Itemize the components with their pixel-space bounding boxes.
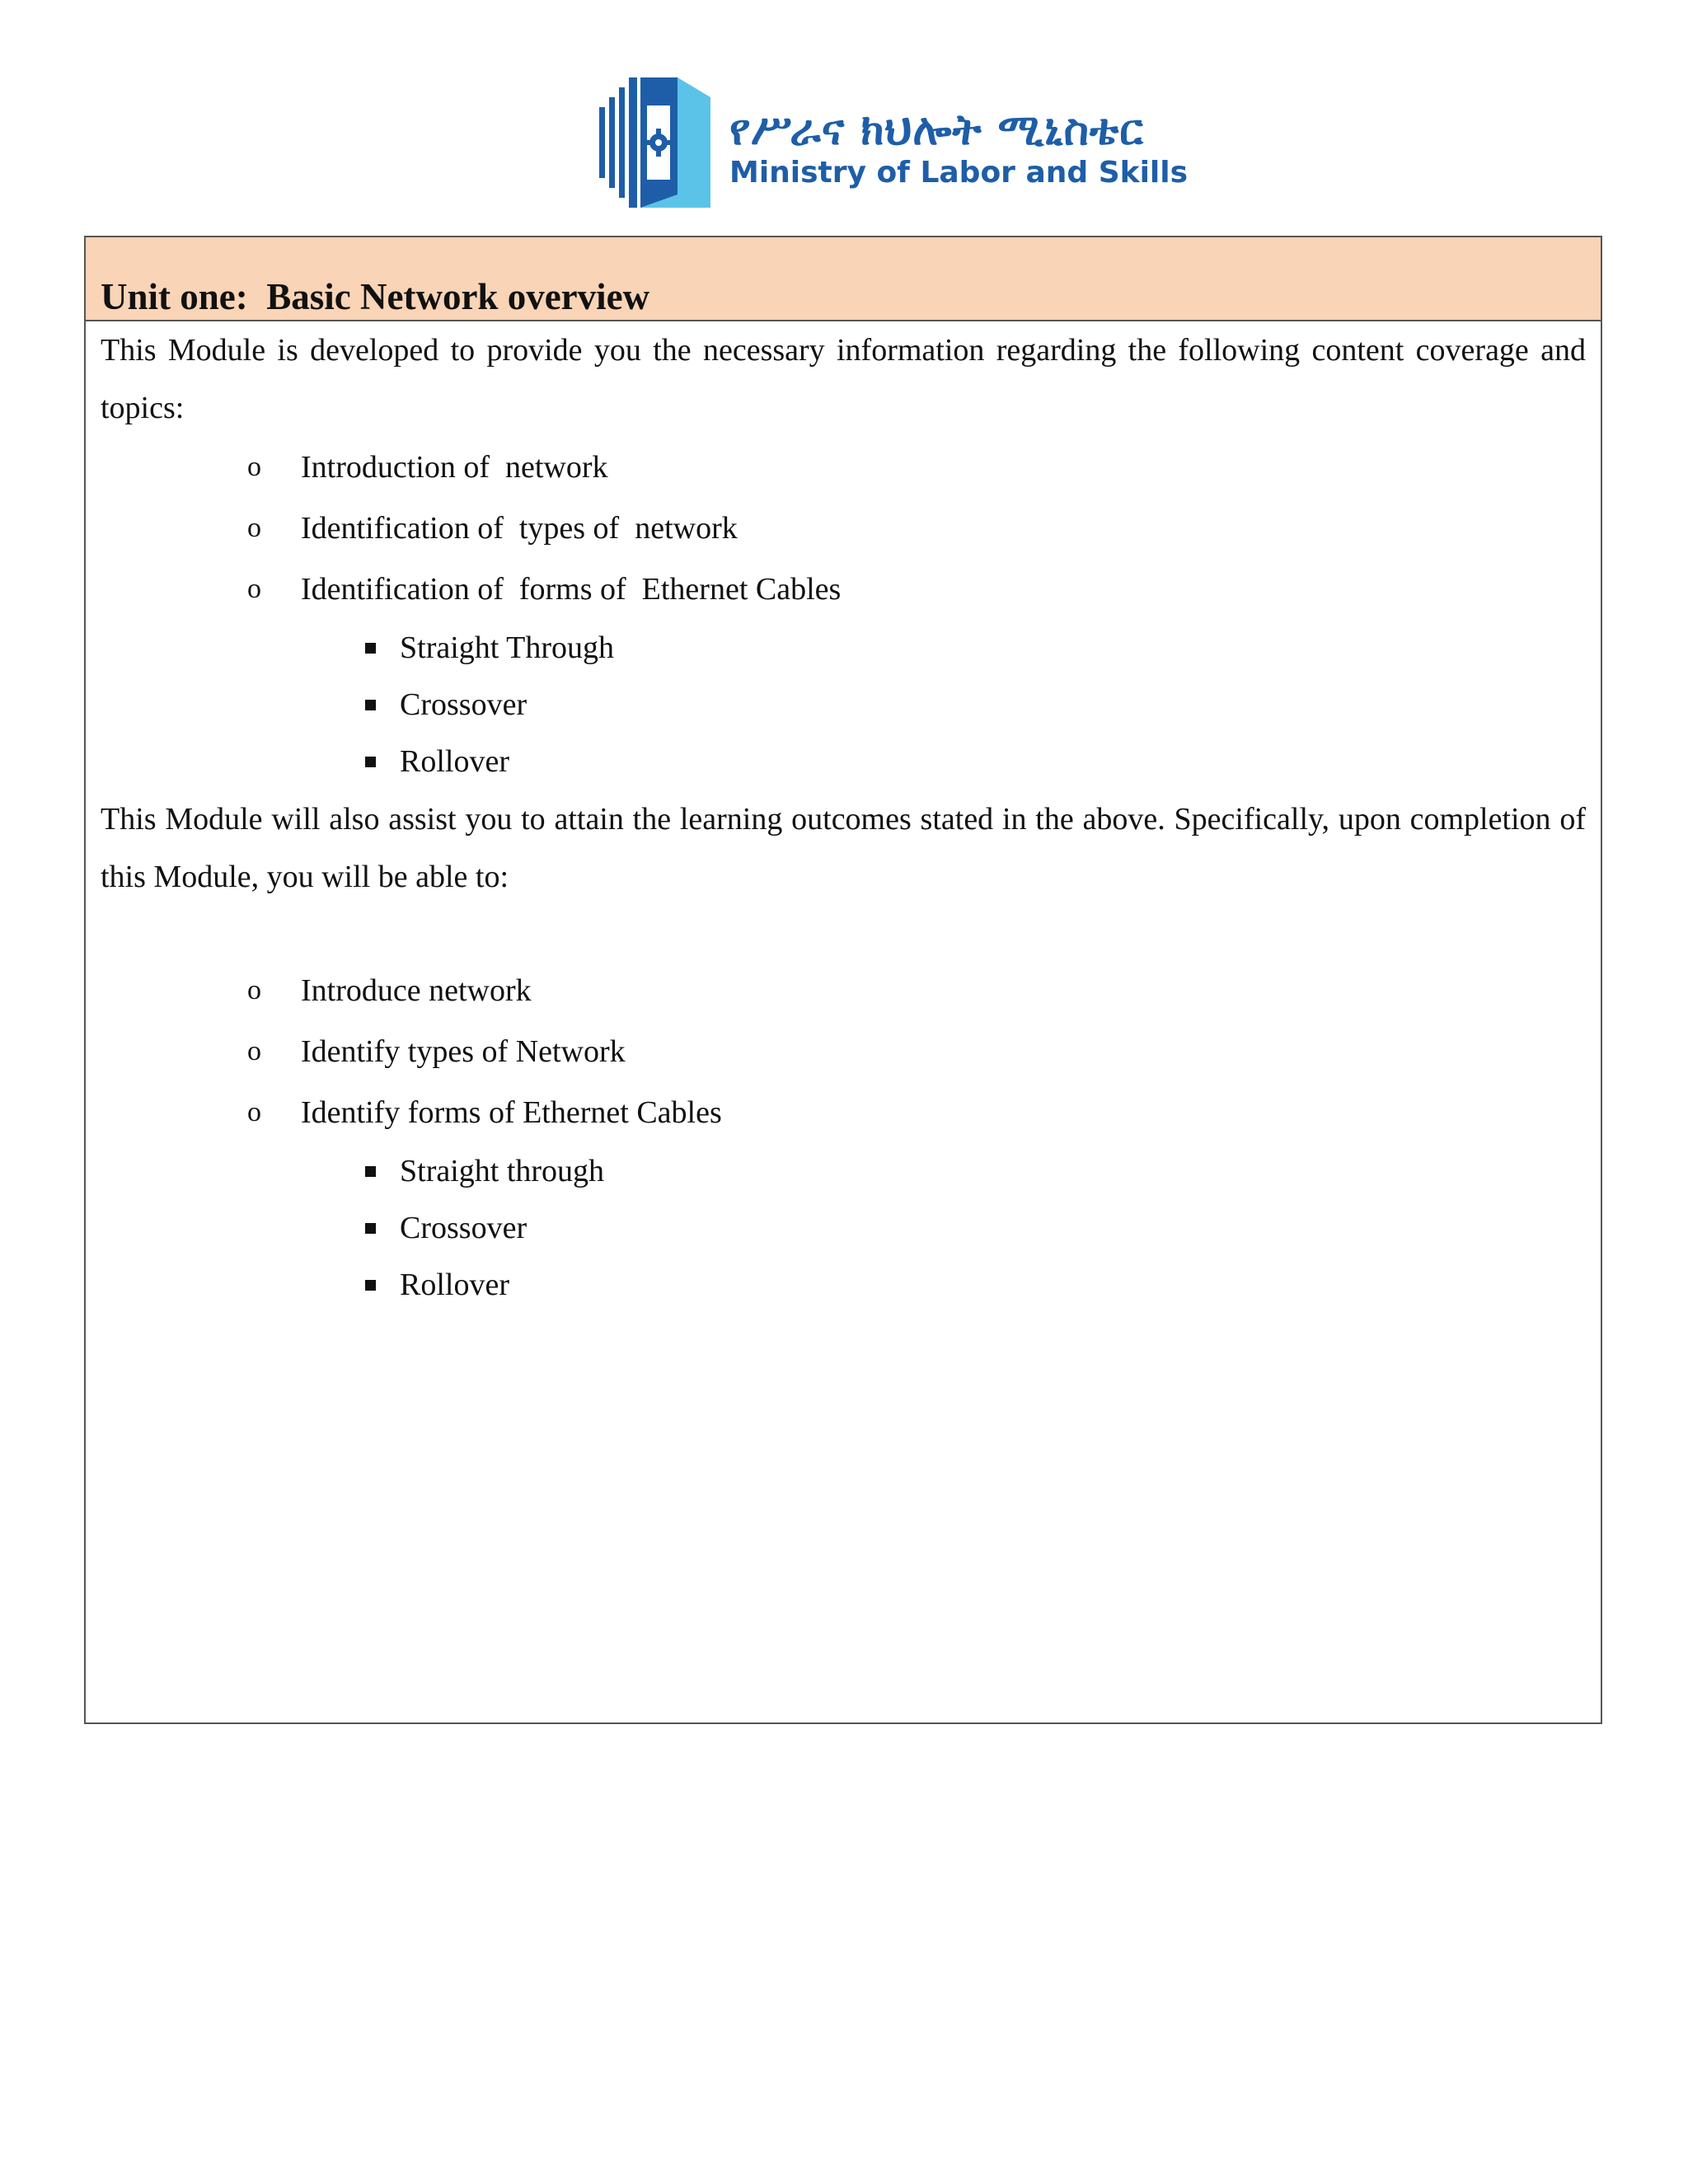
- outcome-item: o Identify forms of Ethernet Cables: [101, 1082, 1586, 1143]
- circle-bullet-icon: o: [247, 574, 261, 604]
- square-bullet-icon: [365, 700, 376, 710]
- outcome-subitem: Rollover: [101, 1257, 1586, 1314]
- unit-title: Unit one: Basic Network overview: [101, 276, 650, 317]
- square-bullet-icon: [365, 1223, 376, 1234]
- unit-header: [86, 237, 1601, 321]
- outcome-subitem: Straight through: [101, 1143, 1586, 1200]
- topic-item: o Introduction of network: [101, 437, 1586, 498]
- circle-bullet-icon: o: [247, 452, 261, 482]
- unit-overview-box: [84, 236, 1602, 1724]
- square-bullet-icon: [365, 643, 376, 654]
- topics-list: [101, 437, 1586, 790]
- outcomes-list: [101, 960, 1586, 1314]
- outcome-item: o Introduce network: [101, 960, 1586, 1021]
- topic-item: o Identification of forms of Ethernet Cables: [101, 559, 1586, 620]
- circle-bullet-icon: o: [247, 513, 261, 543]
- circle-bullet-icon: o: [247, 1097, 261, 1127]
- square-bullet-icon: [365, 1280, 376, 1291]
- circle-bullet-icon: o: [247, 1036, 261, 1066]
- outcomes-paragraph: This Module will also assist you to attain the learning outcomes stated in the above. Specifically, upon completion of this Module, you will be able to:: [101, 802, 1586, 894]
- logo-amharic-text: የሥራና ክህሎት ሚኒስቴር: [729, 105, 1144, 155]
- topic-subitem: Straight Through: [101, 620, 1586, 677]
- circle-bullet-icon: o: [247, 975, 261, 1005]
- topic-subitem: Crossover: [101, 677, 1586, 733]
- square-bullet-icon: [365, 1166, 376, 1177]
- logo-english-text: Ministry of Labor and Skills: [729, 156, 1189, 190]
- square-bullet-icon: [365, 757, 376, 767]
- unit-body: [86, 321, 1601, 1314]
- ministry-logo: [599, 73, 1189, 213]
- spacer: [101, 906, 1586, 960]
- topic-item: o Identification of types of network: [101, 498, 1586, 559]
- topic-subitem: Rollover: [101, 733, 1586, 790]
- ministry-book-gear-icon: [599, 73, 715, 213]
- outcome-item: o Identify types of Network: [101, 1021, 1586, 1082]
- outcome-subitem: Crossover: [101, 1200, 1586, 1257]
- intro-paragraph: This Module is developed to provide you the necessary information regarding the following content coverage and topics:: [101, 333, 1586, 425]
